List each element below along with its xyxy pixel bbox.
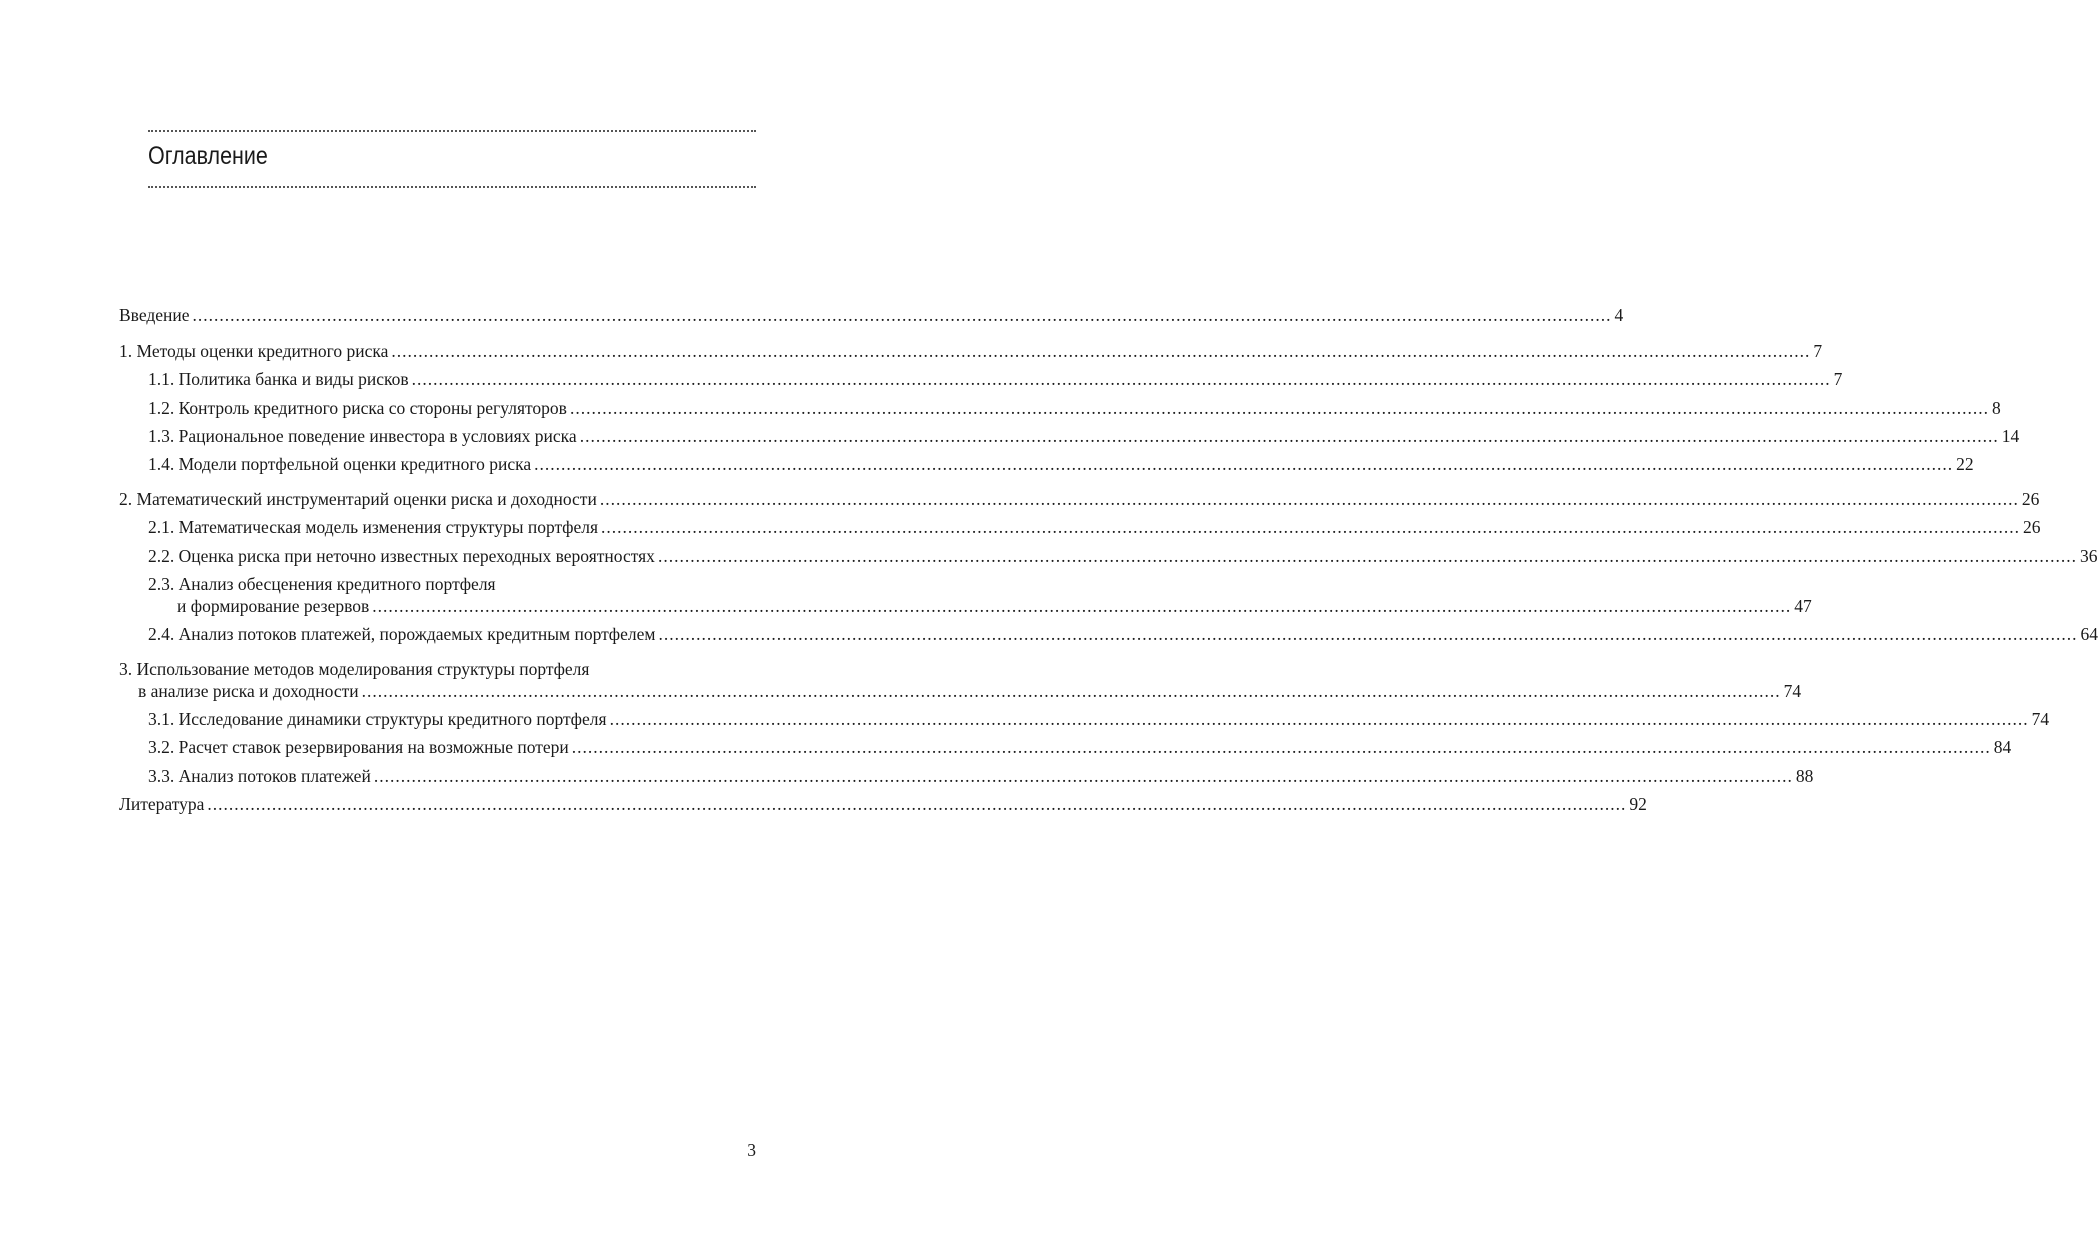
toc-page-number: 26 (2021, 489, 2040, 509)
toc-page-number: 8 (1991, 398, 2001, 418)
toc-entry-title: 2. Математический инструментарий оценки риска и доходности (119, 489, 597, 509)
page-number: 3 (747, 1140, 756, 1160)
toc-leader: ........................................................................................................................................................................................................................................................................ (599, 489, 2019, 509)
toc-page-number: 64 (2080, 624, 2098, 644)
toc-leader: ........................................................................................................................................................................................................................................................................ (534, 454, 1954, 474)
toc-leader: ........................................................................................................................................................................................................................................................................ (657, 546, 2077, 566)
toc-page-number: 36 (2079, 546, 2098, 566)
toc-page-number: 4 (1614, 305, 1624, 325)
toc-entry-title: 1.1. Политика банка и виды рисков (148, 369, 409, 389)
toc-entry-introduction[interactable] (119, 304, 1624, 326)
toc-entry-title: 1.3. Рациональное поведение инвестора в условиях риска (148, 426, 577, 446)
toc-entry-title: 2.2. Оценка риска при неточно известных переходных вероятностях (148, 546, 655, 566)
toc-entry-chapter-1[interactable] (119, 340, 1823, 362)
toc-entry-title: 3.3. Анализ потоков платежей (148, 766, 371, 786)
toc-page-number: 14 (2001, 426, 2020, 446)
toc-leader: ........................................................................................................................................................................................................................................................................ (373, 766, 1793, 786)
toc-leader: ........................................................................................................................................................................................................................................................................ (372, 596, 1792, 616)
toc-entry-title-line-2: и формирование резервов (177, 596, 370, 616)
toc-page-number: 26 (2023, 517, 2041, 537)
toc-entry-title: 2.4. Анализ потоков платежей, порождаемых кредитным портфелем (148, 624, 656, 644)
toc-entry-section-1-4[interactable] (148, 453, 1974, 475)
toc-leader: ........................................................................................................................................................................................................................................................................ (579, 426, 1999, 446)
toc-page-number: 88 (1795, 766, 1814, 786)
toc-leader: ........................................................................................................................................................................................................................................................................ (658, 624, 2078, 644)
toc-leader: ........................................................................................................................................................................................................................................................................ (411, 369, 1831, 389)
toc-page-number: 84 (1993, 737, 2012, 757)
toc-entry-title: 1.4. Модели портфельной оценки кредитного риска (148, 454, 532, 474)
toc-entry-section-2-2[interactable] (148, 545, 2098, 567)
toc-entry-section-1-1[interactable] (148, 368, 1843, 390)
toc-entry-section-3-3[interactable] (148, 765, 1814, 787)
toc-entry-title: 3.1. Исследование динамики структуры кредитного портфеля (148, 709, 607, 729)
toc-entry-title-line-1: 2.3. Анализ обесценения кредитного портфеля (148, 574, 496, 594)
toc-entry-section-2-4[interactable] (148, 623, 2098, 645)
toc-leader: ........................................................................................................................................................................................................................................................................ (391, 341, 1811, 361)
toc-entry-section-3-2[interactable] (148, 736, 2012, 758)
toc-leader: ........................................................................................................................................................................................................................................................................ (569, 398, 1989, 418)
table-of-contents (119, 0, 2098, 1241)
toc-leader: ........................................................................................................................................................................................................................................................................ (601, 517, 2021, 537)
toc-page-number: 74 (2031, 709, 2050, 729)
toc-heading: Оглавление (148, 142, 268, 170)
toc-page-number: 22 (1956, 454, 1974, 474)
toc-page-number: 47 (1794, 596, 1812, 616)
toc-entry-title: 1.2. Контроль кредитного риска со стороны регуляторов (148, 398, 567, 418)
toc-entry-title: 1. Методы оценки кредитного риска (119, 341, 389, 361)
toc-entry-title-line-1: 3. Использование методов моделирования структуры портфеля (119, 659, 590, 679)
toc-entry-literature[interactable] (119, 793, 1647, 815)
toc-entry-title: Литература (119, 794, 205, 814)
toc-leader: ........................................................................................................................................................................................................................................................................ (192, 305, 1612, 325)
toc-entry-continuation (177, 595, 1812, 617)
toc-entry-section-1-3[interactable] (148, 425, 2020, 447)
toc-entry-continuation (138, 680, 1802, 702)
toc-entry-section-1-2[interactable] (148, 397, 2001, 419)
toc-leader: ........................................................................................................................................................................................................................................................................ (609, 709, 2029, 729)
toc-page-number: 74 (1783, 681, 1802, 701)
toc-page-number: 92 (1629, 794, 1647, 814)
toc-entry-section-2-1[interactable] (148, 516, 2041, 538)
toc-leader: ........................................................................................................................................................................................................................................................................ (361, 681, 1781, 701)
toc-page-number: 7 (1833, 369, 1843, 389)
toc-entry-title: 2.1. Математическая модель изменения структуры портфеля (148, 517, 599, 537)
toc-page-number: 7 (1813, 341, 1823, 361)
toc-entry-chapter-2[interactable] (119, 488, 2040, 510)
toc-leader: ........................................................................................................................................................................................................................................................................ (207, 794, 1627, 814)
toc-entry-title-line-2: в анализе риска и доходности (138, 681, 359, 701)
toc-entry-title: 3.2. Расчет ставок резервирования на возможные потери (148, 737, 569, 757)
toc-leader: ........................................................................................................................................................................................................................................................................ (571, 737, 1991, 757)
toc-entry-title: Введение (119, 305, 190, 325)
toc-entry-section-3-1[interactable] (148, 708, 2050, 730)
